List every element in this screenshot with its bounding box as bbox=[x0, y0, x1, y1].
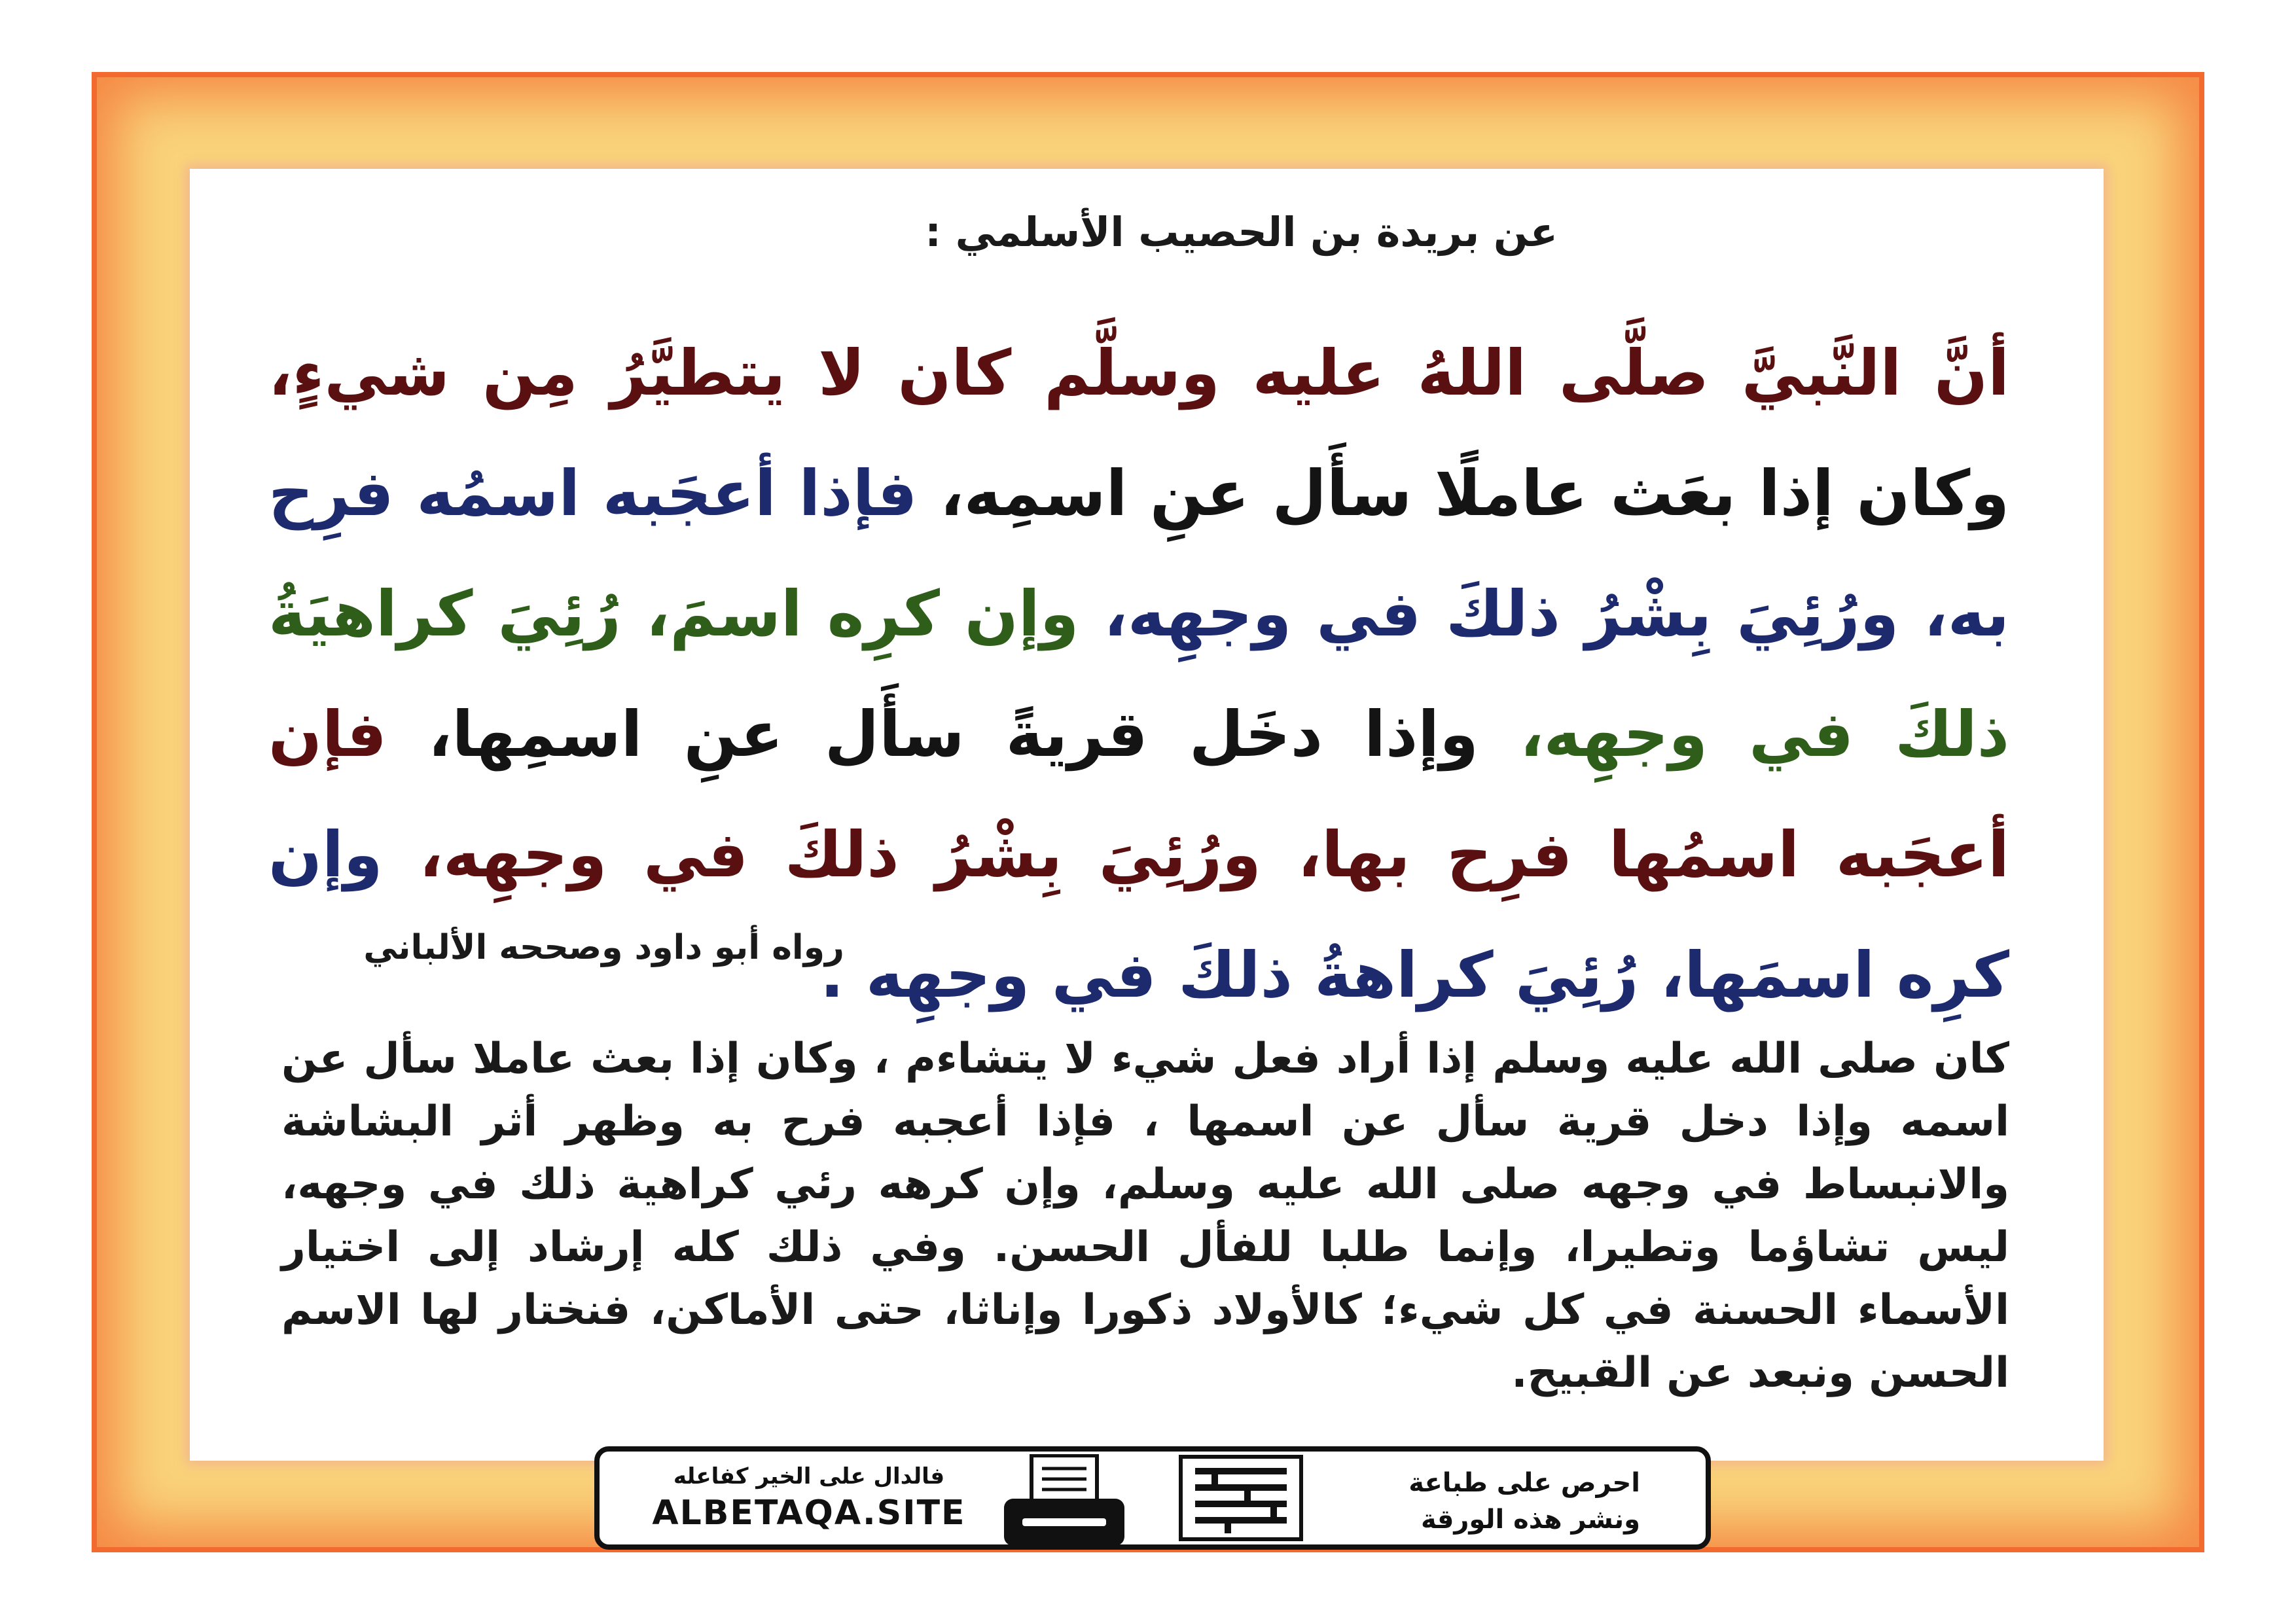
site-link[interactable]: ALBETAQA.SITE bbox=[652, 1493, 966, 1533]
footer-bar bbox=[594, 1446, 1711, 1550]
hadith-segment: وكان إذا بعَث عاملًا سأَل عنِ اسمِه، bbox=[940, 457, 2010, 530]
printer-icon bbox=[999, 1454, 1130, 1551]
hadith-segment: فإذا أعجَبه اسمُه فرِح به، ورُئِيَ بِشْرُ ذلكَ في وجهِه، bbox=[268, 457, 2009, 651]
footer-print-line1: احرص على طباعة bbox=[1408, 1468, 1640, 1498]
hadith-segment: وإن كرِه اسمَها، رُئِيَ كراهةُ ذلكَ في وجهِه . bbox=[268, 818, 2009, 1012]
hadith-segment: أنَّ النَّبيَّ صلَّى اللهُ عليه وسلَّم كان لا يتطيَّرُ مِن شيءٍ، bbox=[268, 336, 2009, 410]
narrator-heading: عن بريدة بن الحصيب الأسلمي : bbox=[925, 208, 1558, 256]
hadith-segment: فإن أعجَبه اسمُها فرِح بها، ورُئِيَ بِشْرُ ذلكَ في وجهِه، bbox=[268, 698, 2010, 891]
explanation-paragraph: كان صلى الله عليه وسلم إذا أراد فعل شيء لا يتشاءم ، وكان إذا بعث عاملا سأل عن اسمه وإذا دخل قرية سأل عن اسمها ، فإذا أعجبه فرح به وظهر أثر البشاشة والانبساط في وجهه صلى الله عليه وسلم، وإن كرهه رئي كراهية ذلك في وجهه، ليس تشاؤما وتطيرا، وإنما طلبا للفأل الحسن. وفي ذلك كله إرشاد إلى اختيار الأسماء الحسنة في كل شيء؛ كالأولاد ذكورا وإناثا، حتى الأماكن، فنختار لها الاسم الحسن ونبعد عن القبيح. bbox=[281, 1035, 2009, 1397]
footer-site-block bbox=[639, 1463, 979, 1533]
logo-icon bbox=[1175, 1452, 1306, 1544]
dawah-logo bbox=[1175, 1452, 1306, 1544]
footer-print-line2: ونشر هذه الورقة bbox=[1420, 1505, 1640, 1535]
hadith-segment: وإذا دخَل قريةً سأَل عنِ اسمِها، bbox=[428, 698, 1520, 771]
hadith-segment: وإن كرِه اسمَ، رُئِيَ كراهيَةُ ذلكَ في وجهِه، bbox=[268, 577, 2010, 771]
hadith-source: رواه أبو داود وصححه الألباني bbox=[363, 928, 844, 967]
hadith-text bbox=[268, 313, 2009, 1035]
footer-print-note bbox=[1339, 1465, 1640, 1538]
footer-tagline: فالدال على الخير كفاعله bbox=[673, 1463, 945, 1489]
